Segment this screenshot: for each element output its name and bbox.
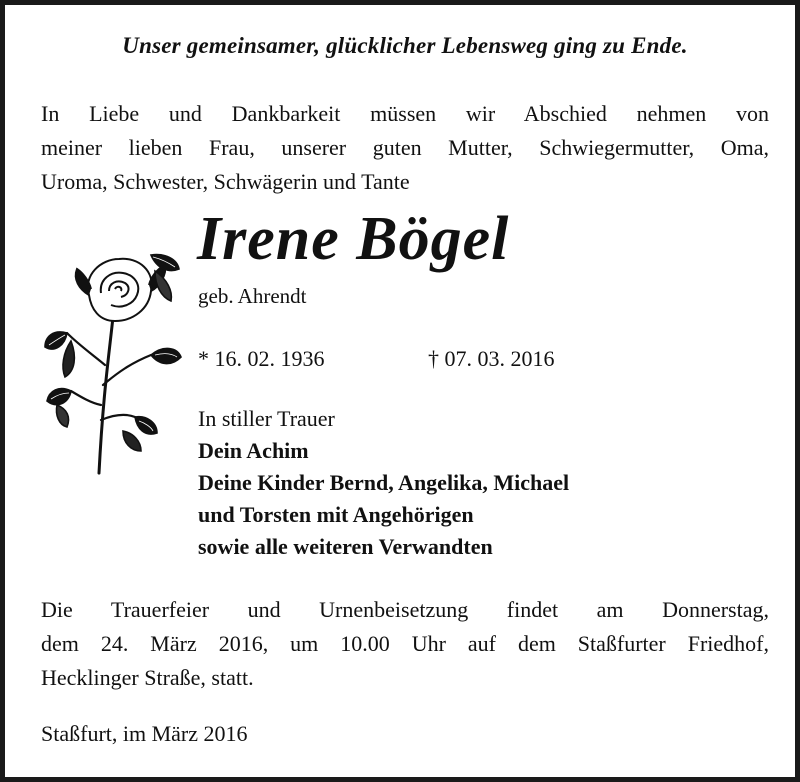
ceremony-line: Hecklinger Straße, statt. (41, 665, 254, 690)
intro-line: Uroma, Schwester, Schwägerin und Tante (41, 169, 410, 194)
ceremony-text (41, 593, 769, 695)
ceremony-line: Die Trauerfeier und Urnenbeisetzung findet am Donnerstag, (41, 597, 769, 622)
maiden-name: geb. Ahrendt (198, 284, 307, 308)
birth-date: * 16. 02. 1936 (198, 346, 325, 371)
place-and-date: Staßfurt, im März 2016 (41, 721, 248, 746)
mourners-intro: In stiller Trauer (198, 406, 335, 431)
mourners-block (198, 403, 569, 563)
ceremony-line: dem 24. März 2016, um 10.00 Uhr auf dem Staßfurter Friedhof, (41, 631, 769, 656)
death-date: † 07. 03. 2016 (428, 346, 555, 371)
intro-line: In Liebe und Dankbarkeit müssen wir Abschied nehmen von (41, 101, 769, 126)
headline: Unser gemeinsamer, glücklicher Lebensweg ging zu Ende. (122, 33, 688, 58)
intro-line: meiner lieben Frau, unserer guten Mutter, Schwiegermutter, Oma, (41, 135, 769, 160)
mourner-line: Dein Achim (198, 438, 309, 463)
deceased-name: Irene Bögel (197, 205, 510, 273)
rose-icon (43, 245, 183, 475)
intro-text (41, 97, 769, 199)
mourner-line: Deine Kinder Bernd, Angelika, Michael (198, 470, 570, 495)
mourner-line: und Torsten mit Angehörigen (198, 502, 474, 527)
mourner-line: sowie alle weiteren Verwandten (198, 534, 493, 559)
